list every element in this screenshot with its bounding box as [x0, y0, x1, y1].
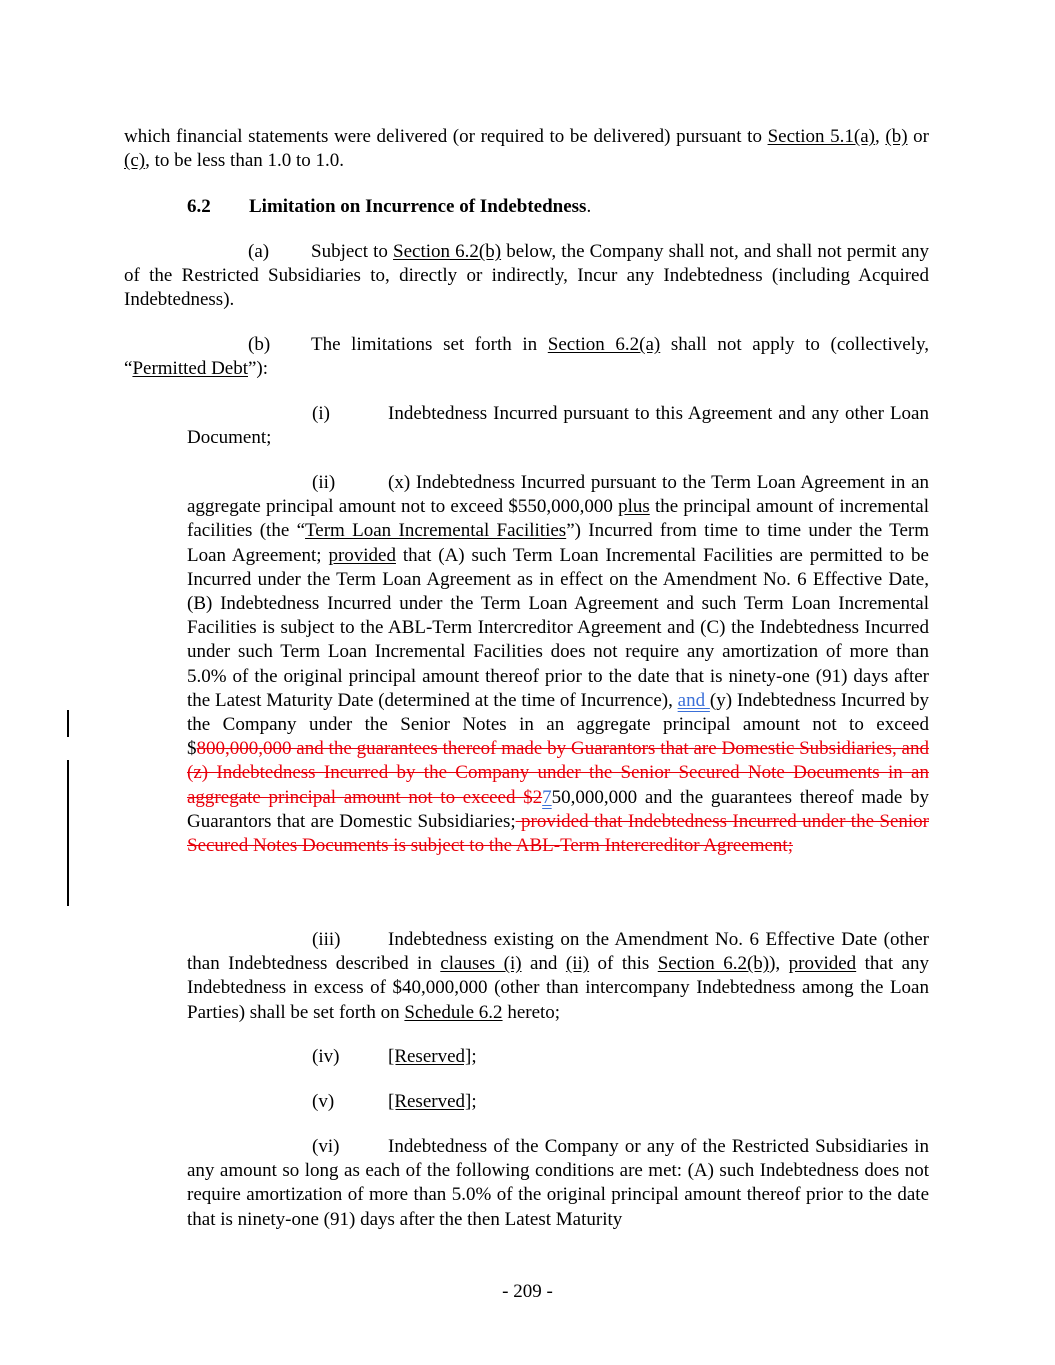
heading-number: 6.2 — [187, 196, 211, 217]
clause-label: (b) — [248, 334, 271, 355]
clause-label: (i) — [312, 403, 330, 424]
deleted-text: provided that Indebtedness Incurred under the Senior Secured Notes Documents is subject to the ABL-Term Intercreditor Agreement; — [187, 810, 929, 857]
section-ref: Section 6.2(b) — [393, 241, 502, 262]
clause-label: (iii) — [312, 929, 341, 950]
section-heading: 6.2 Limitation on Incurrence of Indebtedness. — [187, 195, 591, 219]
clause-label: (ii) — [312, 472, 336, 493]
emphasis-provided: provided — [328, 544, 396, 566]
defined-term: Permitted Debt — [132, 358, 248, 380]
section-ref: (c) — [124, 150, 146, 172]
clause-label: (iv) — [312, 1046, 340, 1067]
clause-label: (v) — [312, 1091, 335, 1112]
section-ref: (b) — [885, 126, 908, 147]
defined-term: Term Loan Incremental Facilities — [305, 520, 567, 542]
subclause-i: (i) Indebtedness Incurred pursuant to this Agreement and any other Loan Document; — [187, 403, 929, 449]
heading-title: Limitation on Incurrence of Indebtedness — [249, 196, 587, 217]
clause-label: (a) — [248, 241, 270, 262]
subclause-v: (v) [Reserved]; — [312, 1090, 477, 1114]
emphasis-provided: provided — [788, 953, 857, 975]
section-ref: Section 6.2(a) — [547, 334, 661, 355]
section-ref: Section 5.1(a) — [767, 126, 876, 147]
change-bar — [67, 710, 69, 737]
subclause-vi: (vi) Indebtedness of the Company or any of the Restricted Subsidiaries in any amount so long as each of the following conditions are met: (A) such Indebtedness does not require amortization of more than 5.0% of the original principal amount thereof prior to the date that is ninety-one (91) days after the then Latest Maturity — [187, 1136, 929, 1230]
clause-a: (a) Subject to Section 6.2(b) below, the Company shall not, and shall not permit any of the Restricted Subsidiaries to, directly or indirectly, Incur any Indebtedness (including Acquired Indebtedness). — [124, 241, 929, 311]
change-bar — [67, 760, 69, 906]
reserved-label: [Reserved] — [388, 1046, 472, 1067]
reserved-label: [Reserved] — [388, 1091, 472, 1112]
paragraph-continuation: which financial statements were delivered (or required to be delivered) pursuant to Section 5.1(a), (b) or (c), to be less than 1.0 to 1.0. — [124, 126, 929, 172]
clause-ref: clauses (i) — [440, 953, 522, 975]
inserted-text: 7 — [542, 786, 552, 808]
subclause-iii: (iii) Indebtedness existing on the Amendment No. 6 Effective Date (other than Indebtedness described in clauses (i) and (ii) of this Section 6.2(b)), provided that any Indebtedness in excess of $40,000,000 (other than intercompany Indebtedness among the Loan Parties) shall be set forth on Schedule 6.2 hereto; — [187, 929, 930, 1023]
page-number: - 209 - — [502, 1281, 553, 1302]
inserted-text: and — [677, 689, 710, 711]
schedule-ref: Schedule 6.2 — [404, 1001, 503, 1023]
clause-label: (vi) — [312, 1136, 340, 1157]
emphasis-plus: plus — [618, 496, 650, 518]
section-ref: Section 6.2(b) — [657, 953, 770, 975]
clause-b: (b) The limitations set forth in Section 6.2(a) shall not apply to (collectively, “Permitted Debt”): — [124, 334, 930, 380]
subclause-iv: (iv) [Reserved]; — [312, 1045, 477, 1069]
subclause-ii: (ii) (x) Indebtedness Incurred pursuant to the Term Loan Agreement in an aggregate principal amount not to exceed $550,000,000 plus the principal amount of incremental facilities (the “Term Loan Incremental Facilities”) Incurred from time to time under the Term Loan Agreement; provided that (A) such Term Loan Incremental Facilities are permitted to be Incurred under the Term Loan Agreement as in effect on the Amendment No. 6 Effective Date, (B) Indebtedness Incurred under the Term Loan Agreement and such Term Loan Incremental Facilities is subject to the ABL-Term Intercreditor Agreement and (C) the Indebtedness Incurred under such Term Loan Incremental Facilities does not require any amortization of more than 5.0% of the original principal amount thereof prior to the date that is ninety-one (91) days after the Latest Maturity Date (determined at the time of Incurrence), and (y) Indebtedness Incurred by the Company under the Senior Notes in an aggregate principal amount not to exceed $800,000,000 and the guarantees thereof made by Guarantors that are Domestic Subsidiaries, and (z) Indebtedness Incurred by the Company under the Senior Secured Note Documents in an aggregate principal amount not to exceed $2750,000,000 and the guarantees thereof made by Guarantors that are Domestic Subsidiaries; provided that Indebtedness Incurred under the Senior Secured Notes Documents is subject to the ABL-Term Intercreditor Agreement; — [187, 472, 930, 857]
deleted-text: 800,000,000 and the guarantees thereof made by Guarantors that are Domestic Subsidiaries, and (z) Indebtedness Incurred by the Company under the Senior Secured Note Documents in an aggregate principal amount not to exceed $2 — [187, 738, 929, 808]
clause-ref: (ii) — [565, 953, 590, 975]
